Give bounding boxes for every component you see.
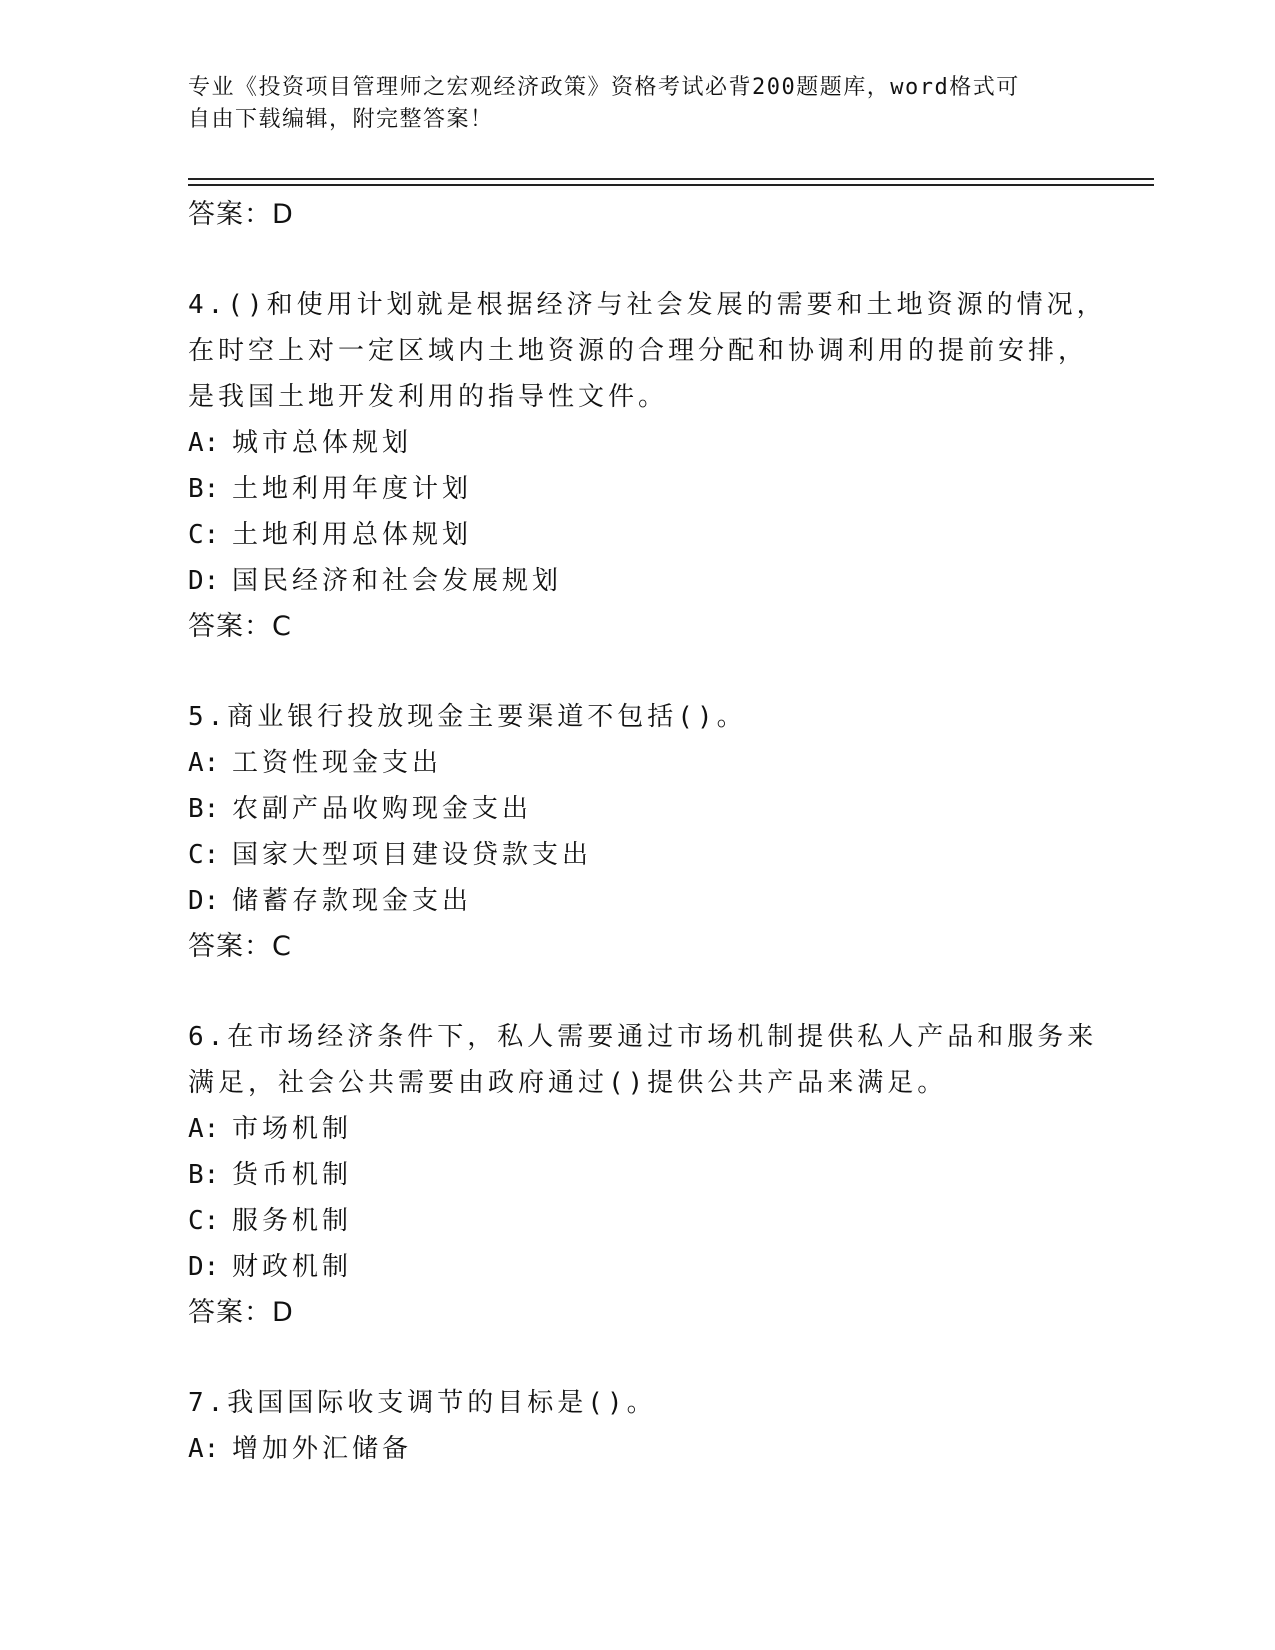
option-letter: A: [188, 1434, 220, 1464]
option-text: 货币机制 [232, 1160, 353, 1190]
option-text: 增加外汇储备 [232, 1434, 413, 1464]
stem-line: 是我国土地开发利用的指导性文件。 [188, 382, 669, 412]
option-letter: A: [188, 1114, 220, 1144]
option-letter: B: [188, 1160, 220, 1190]
option-b [188, 786, 1148, 832]
option-a [188, 1106, 1148, 1152]
option-a [188, 1426, 1148, 1472]
question-item [188, 282, 1148, 650]
option-c [188, 1198, 1148, 1244]
option-letter: D: [188, 886, 220, 916]
option-letter: C: [188, 840, 220, 870]
question-item [188, 1014, 1148, 1336]
question-item [188, 1380, 1148, 1472]
answer-line: 答案：C [188, 931, 292, 962]
option-c [188, 832, 1148, 878]
answer-line: 答案：D [188, 199, 294, 230]
option-text: 土地利用年度计划 [232, 474, 473, 504]
option-letter: A: [188, 428, 220, 458]
stem-line: 5.商业银行投放现金主要渠道不包括()。 [188, 702, 747, 732]
option-text: 市场机制 [232, 1114, 353, 1144]
header-rule-bottom [188, 184, 1154, 186]
question-item [188, 694, 1148, 970]
option-letter: C: [188, 520, 220, 550]
option-c [188, 512, 1148, 558]
option-text: 国民经济和社会发展规划 [232, 566, 563, 596]
option-b [188, 466, 1148, 512]
option-a [188, 420, 1148, 466]
option-letter: D: [188, 1252, 220, 1282]
question-stem [188, 694, 1148, 740]
option-text: 工资性现金支出 [232, 748, 443, 778]
option-letter: D: [188, 566, 220, 596]
option-letter: A: [188, 748, 220, 778]
stem-line: 在时空上对一定区域内土地资源的合理分配和协调利用的提前安排， [188, 336, 1089, 366]
question-stem [188, 1014, 1148, 1106]
question-stem [188, 1380, 1148, 1426]
option-a [188, 740, 1148, 786]
option-text: 农副产品收购现金支出 [232, 794, 533, 824]
answer-line: 答案：C [188, 611, 292, 642]
question-list [188, 188, 1148, 1472]
answer-line: 答案：D [188, 1297, 294, 1328]
header-line-1: 专业《投资项目管理师之宏观经济政策》资格考试必背200题题库，word格式可 [188, 75, 1020, 100]
option-letter: B: [188, 474, 220, 504]
option-text: 土地利用总体规划 [232, 520, 473, 550]
option-d [188, 558, 1148, 604]
option-letter: B: [188, 794, 220, 824]
option-letter: C: [188, 1206, 220, 1236]
option-text: 财政机制 [232, 1252, 353, 1282]
document-header [188, 72, 1088, 136]
stem-line: 满足，社会公共需要由政府通过()提供公共产品来满足。 [188, 1068, 948, 1098]
stem-line: 6.在市场经济条件下，私人需要通过市场机制提供私人产品和服务来 [188, 1022, 1098, 1052]
stem-line: 7.我国国际收支调节的目标是()。 [188, 1388, 657, 1418]
option-text: 服务机制 [232, 1206, 353, 1236]
header-line-2: 自由下载编辑，附完整答案！ [188, 107, 494, 132]
option-text: 城市总体规划 [232, 428, 413, 458]
option-d [188, 878, 1148, 924]
option-text: 国家大型项目建设贷款支出 [232, 840, 593, 870]
option-text: 储蓄存款现金支出 [232, 886, 473, 916]
header-rule-top [188, 178, 1154, 180]
option-d [188, 1244, 1148, 1290]
stem-line: 4.()和使用计划就是根据经济与社会发展的需要和土地资源的情况， [188, 290, 1107, 320]
question-stem [188, 282, 1148, 420]
option-b [188, 1152, 1148, 1198]
